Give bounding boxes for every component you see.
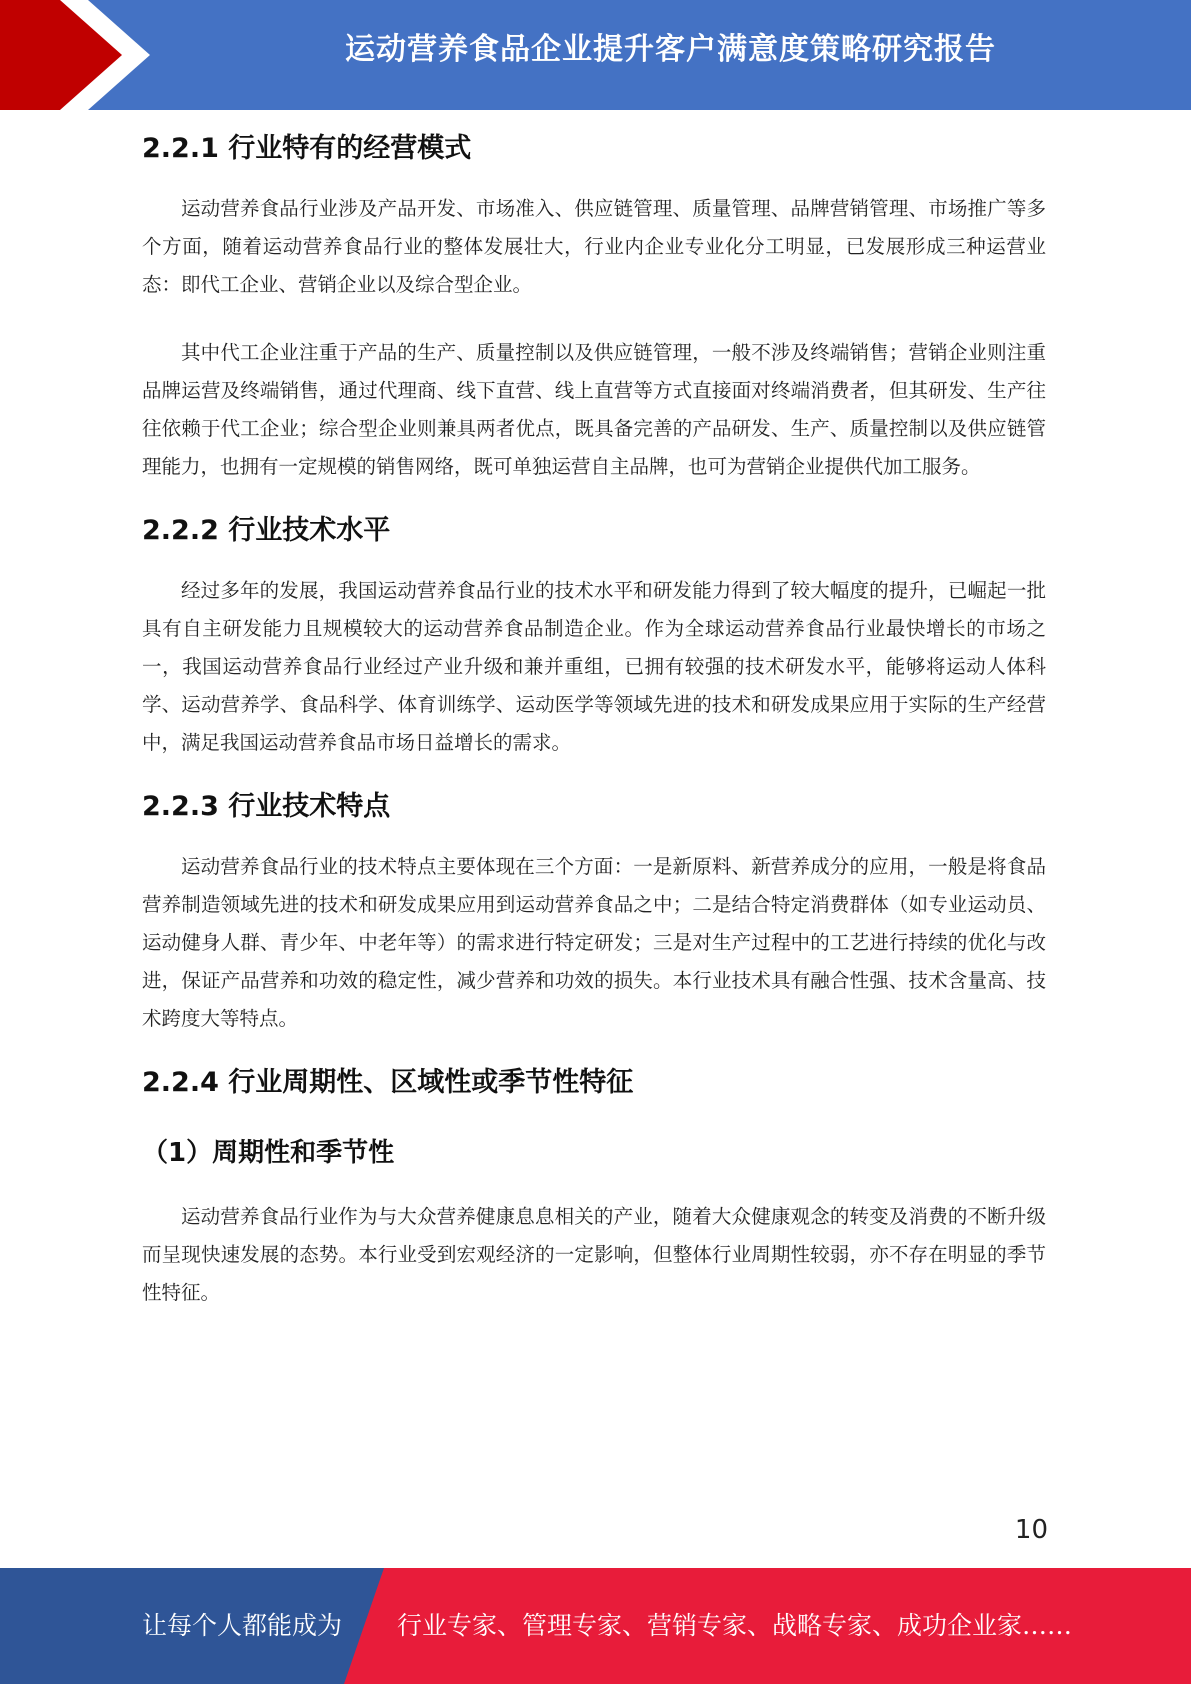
paragraph: 其中代工企业注重于产品的生产、质量控制以及供应链管理，一般不涉及终端销售；营销企业则注重品牌运营及终端销售，通过代理商、线下直营、线上直营等方式直接面对终端消费者，但其研发、生产往往依赖于代工企业；综合型企业则兼具两者优点，既具备完善的产品研发、生产、质量控制以及供应链管理能力，也拥有一定规模的销售网络，既可单独运营自主品牌，也可为营销企业提供代加工服务。 xyxy=(142,341,1046,478)
page-header xyxy=(0,0,1191,110)
paragraph: 经过多年的发展，我国运动营养食品行业的技术水平和研发能力得到了较大幅度的提升，已崛起一批具有自主研发能力且规模较大的运动营养食品制造企业。作为全球运动营养食品行业最快增长的市场之一，我国运动营养食品行业经过产业升级和兼并重组，已拥有较强的技术研发水平，能够将运动人体科学、运动营养学、食品科学、体育训练学、运动医学等领域先进的技术和研发成果应用于实际的生产经营中，满足我国运动营养食品市场日益增长的需求。 xyxy=(142,579,1046,754)
page-footer xyxy=(0,1568,1191,1684)
footer-slogan-left: 让每个人都能成为 xyxy=(142,1611,343,1640)
section-2-2-2 xyxy=(142,508,1046,762)
paragraph: 运动营养食品行业的技术特点主要体现在三个方面：一是新原料、新营养成分的应用，一般是将食品营养制造领域先进的技术和研发成果应用到运动营养食品之中；二是结合特定消费群体（如专业运动员、运动健身人群、青少年、中老年等）的需求进行特定研发；三是对生产过程中的工艺进行持续的优化与改进，保证产品营养和功效的稳定性，减少营养和功效的损失。本行业技术具有融合性强、技术含量高、技术跨度大等特点。 xyxy=(142,855,1046,1030)
section-heading: 2.2.3 行业技术特点 xyxy=(142,791,391,822)
section-2-2-4 xyxy=(142,1060,1046,1312)
document-body xyxy=(142,126,1046,1312)
paragraph: 运动营养食品行业涉及产品开发、市场准入、供应链管理、质量管理、品牌营销管理、市场推广等多个方面，随着运动营养食品行业的整体发展壮大，行业内企业专业化分工明显，已发展形成三种运营业态：即代工企业、营销企业以及综合型企业。 xyxy=(142,197,1046,296)
page-number: 10 xyxy=(1014,1515,1048,1545)
header-title: 运动营养食品企业提升客户满意度策略研究报告 xyxy=(345,32,996,67)
subsection-heading: （1）周期性和季节性 xyxy=(142,1138,395,1168)
section-2-2-1 xyxy=(142,126,1046,486)
section-2-2-3 xyxy=(142,784,1046,1038)
section-heading: 2.2.1 行业特有的经营模式 xyxy=(142,133,472,164)
paragraph: 运动营养食品行业作为与大众营养健康息息相关的产业，随着大众健康观念的转变及消费的不断升级而呈现快速发展的态势。本行业受到宏观经济的一定影响，但整体行业周期性较弱，亦不存在明显的季节性特征。 xyxy=(142,1205,1046,1304)
footer-slogan-right: 行业专家、管理专家、营销专家、战略专家、成功企业家…… xyxy=(397,1611,1073,1640)
section-heading: 2.2.4 行业周期性、区域性或季节性特征 xyxy=(142,1067,634,1098)
section-heading: 2.2.2 行业技术水平 xyxy=(142,515,391,546)
